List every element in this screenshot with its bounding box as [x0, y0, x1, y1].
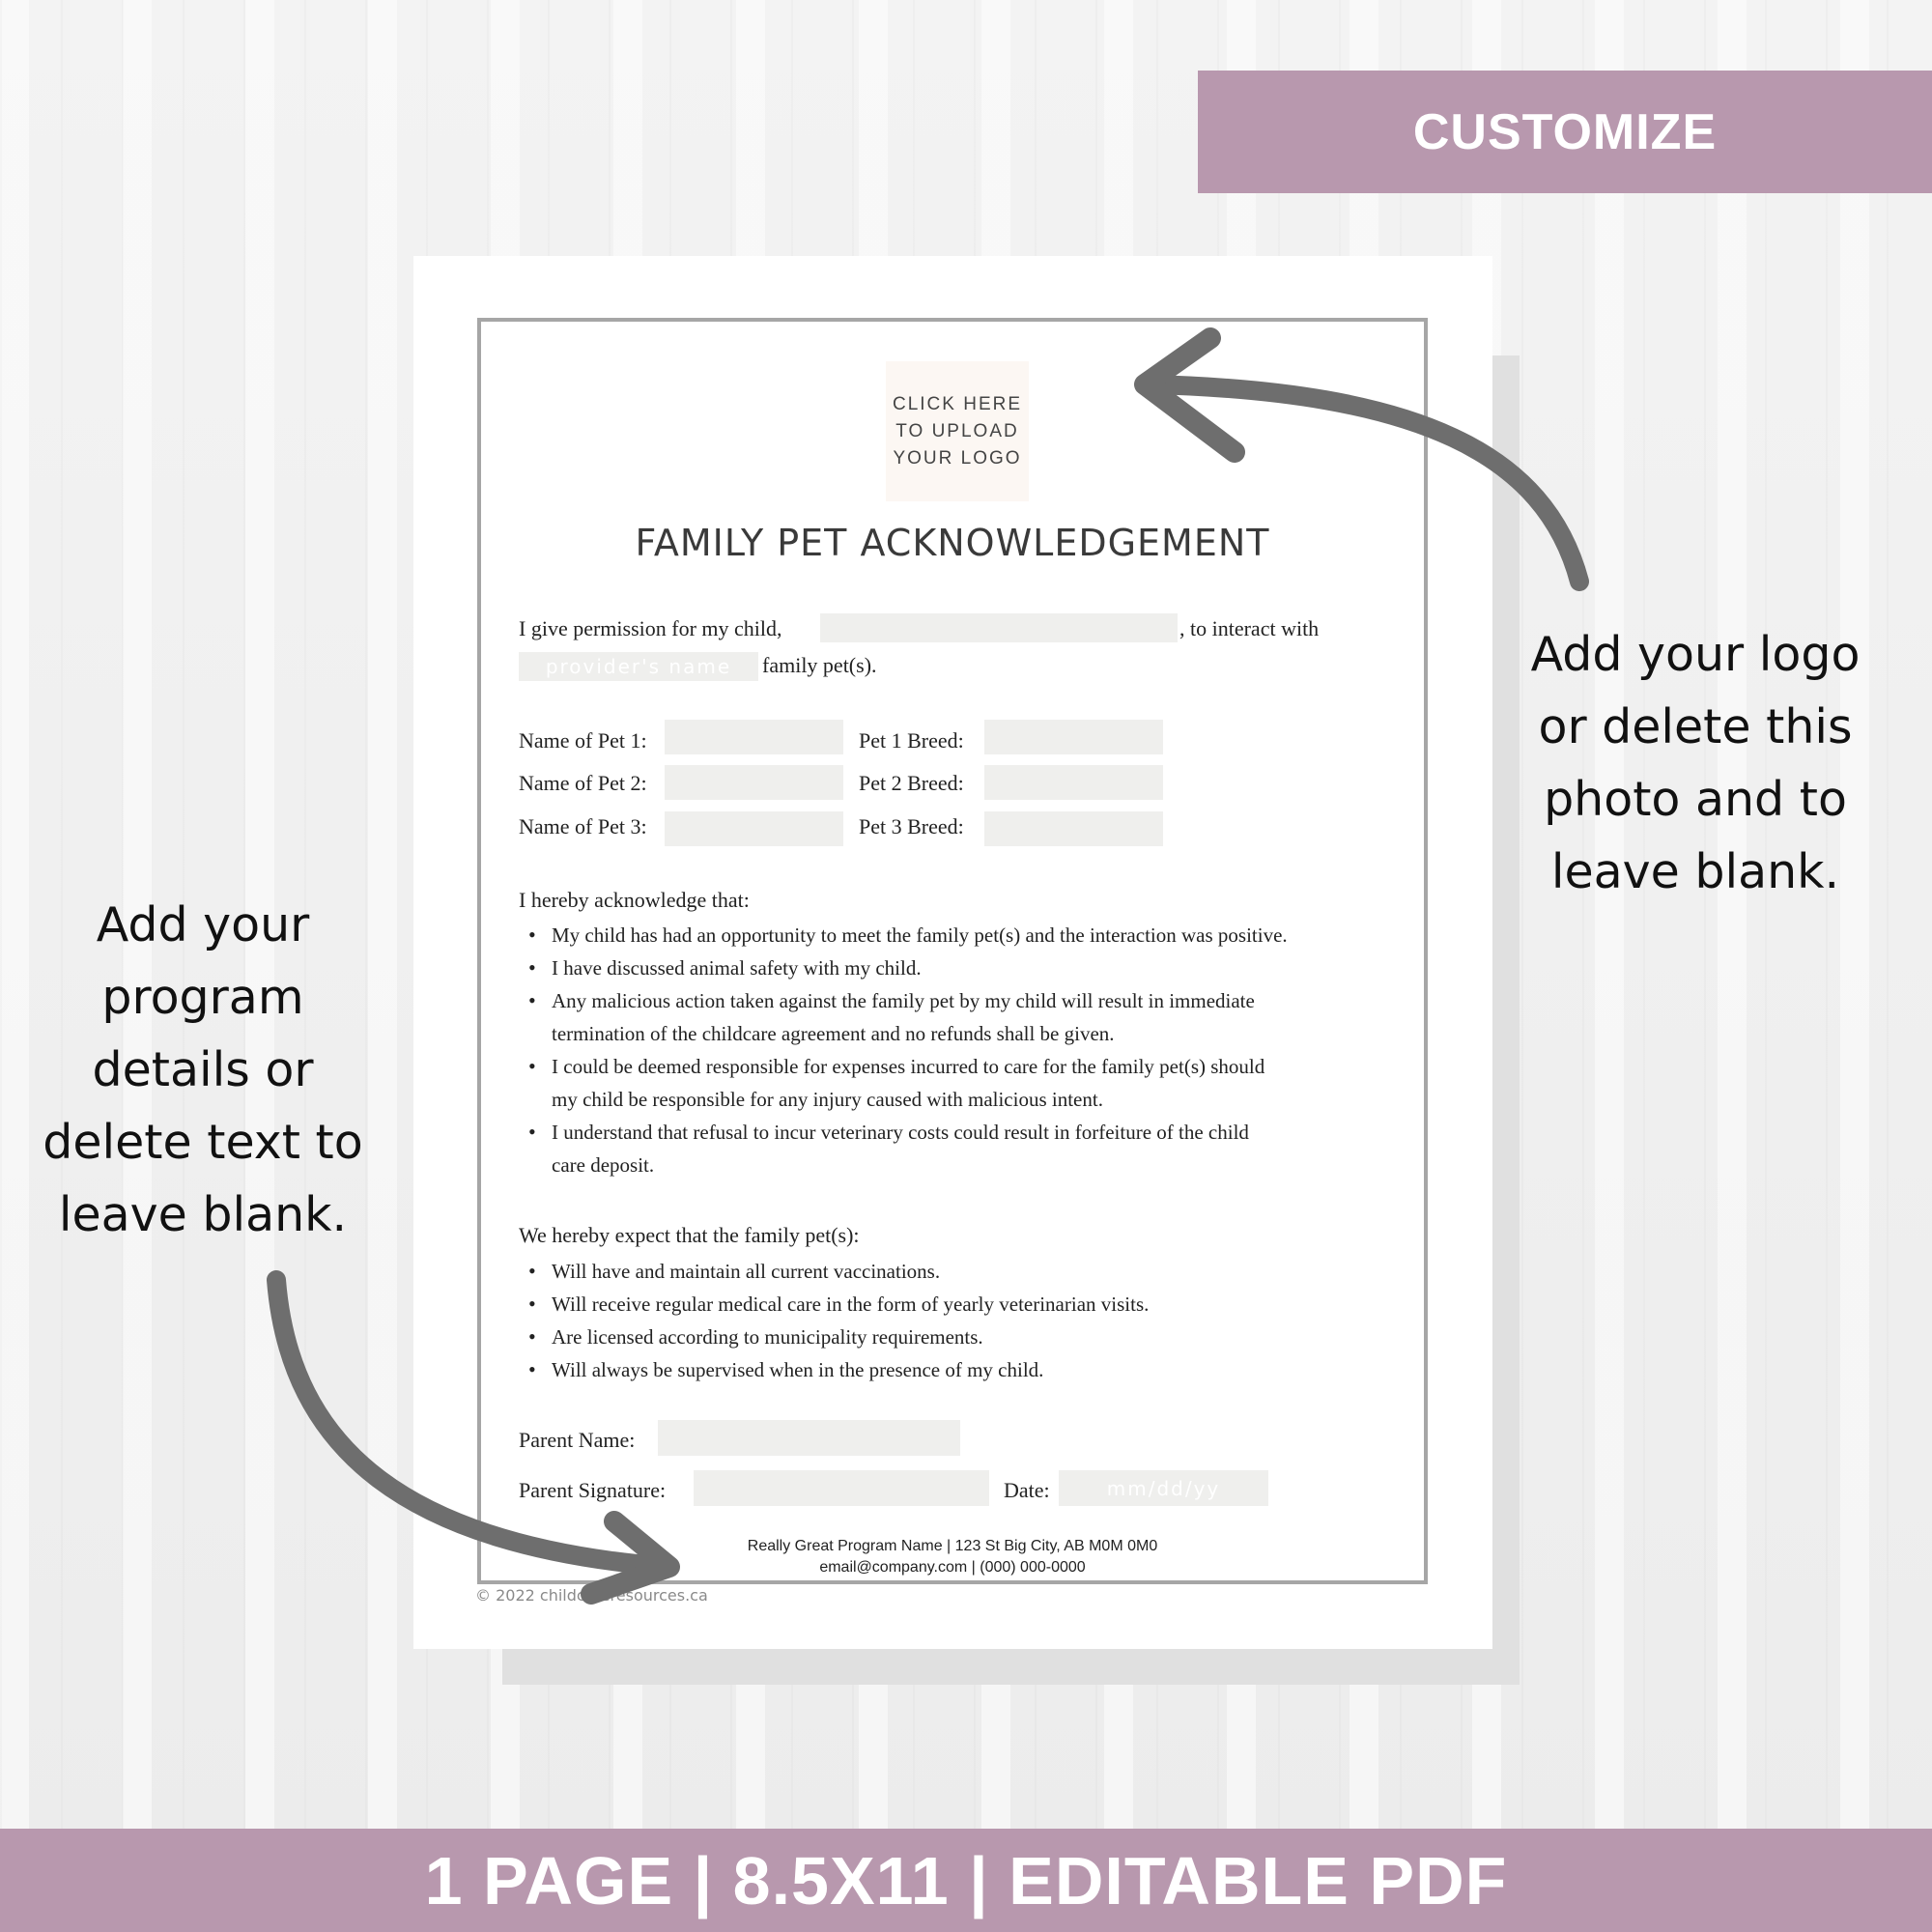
copyright-text: © 2022 childcareresources.ca	[475, 1586, 708, 1605]
note-line: or delete this	[1538, 699, 1853, 754]
customize-banner: CUSTOMIZE	[1198, 71, 1932, 193]
list-item: • My child has had an opportunity to meet the family pet(s) and the interaction was positive.	[519, 919, 1288, 952]
logo-text-line: YOUR LOGO	[893, 447, 1022, 469]
provider-name-field[interactable]: provider's name	[519, 652, 758, 681]
footer-address: Really Great Program Name | 123 St Big City, AB M0M 0M0	[747, 1538, 1158, 1554]
expect-heading: We hereby expect that the family pet(s):	[519, 1223, 860, 1247]
permission-suffix: family pet(s).	[762, 653, 877, 677]
list-item: • Will have and maintain all current vaccinations.	[519, 1255, 1149, 1288]
list-item-continued: care deposit.	[552, 1153, 655, 1177]
date-field[interactable]: mm/dd/yy	[1059, 1470, 1268, 1506]
list-item: • I could be deemed responsible for expenses incurred to care for the family pet(s) should	[519, 1050, 1288, 1083]
list-item: • Are licensed according to municipality requirements.	[519, 1321, 1149, 1353]
date-label: Date:	[1004, 1478, 1050, 1502]
document-title: FAMILY PET ACKNOWLEDGEMENT	[635, 522, 1270, 564]
note-line: details or	[92, 1042, 314, 1097]
permission-mid: , to interact with	[1179, 616, 1320, 640]
note-line: photo and to	[1544, 772, 1847, 827]
pet-breed-label: Pet 1 Breed:	[859, 728, 964, 753]
pet-name-label: Name of Pet 3:	[519, 814, 647, 838]
list-item: • Will receive regular medical care in the form of yearly veterinarian visits.	[519, 1288, 1149, 1321]
arrow-to-logo-icon	[1145, 338, 1579, 582]
note-line: leave blank.	[1550, 844, 1840, 899]
list-item: • Will always be supervised when in the presence of my child.	[519, 1353, 1149, 1386]
acknowledge-heading: I hereby acknowledge that:	[519, 888, 750, 912]
list-item: • I have discussed animal safety with my child.	[519, 952, 1288, 984]
list-item-continued: termination of the childcare agreement and no refunds shall be given.	[552, 1022, 1115, 1045]
note-line: program	[101, 970, 304, 1025]
footer-contact: email@company.com | (000) 000-0000	[819, 1559, 1086, 1576]
parent-name-label: Parent Name:	[519, 1428, 636, 1452]
note-line: Add your	[96, 897, 310, 952]
format-banner: 1 PAGE | 8.5X11 | EDITABLE PDF	[0, 1829, 1932, 1932]
list-item: • I understand that refusal to incur veterinary costs could result in forfeiture of the child	[519, 1116, 1288, 1149]
note-line: delete text to	[43, 1115, 363, 1170]
pet-breed-label: Pet 3 Breed:	[859, 814, 964, 838]
logo-text-line: CLICK HERE	[892, 393, 1023, 414]
note-line: Add your logo	[1530, 627, 1861, 682]
list-item: • Any malicious action taken against the family pet by my child will result in immediate	[519, 984, 1288, 1017]
arrow-to-footer-icon	[276, 1280, 669, 1594]
note-line: leave blank.	[58, 1187, 348, 1242]
list-item-continued: my child be responsible for any injury caused with malicious intent.	[552, 1088, 1103, 1111]
pet-breed-label: Pet 2 Breed:	[859, 771, 964, 795]
permission-prefix: I give permission for my child,	[519, 616, 782, 640]
pet-name-label: Name of Pet 2:	[519, 771, 647, 795]
parent-signature-label: Parent Signature:	[519, 1478, 667, 1502]
pet-name-label: Name of Pet 1:	[519, 728, 647, 753]
logo-text-line: TO UPLOAD	[895, 420, 1019, 441]
